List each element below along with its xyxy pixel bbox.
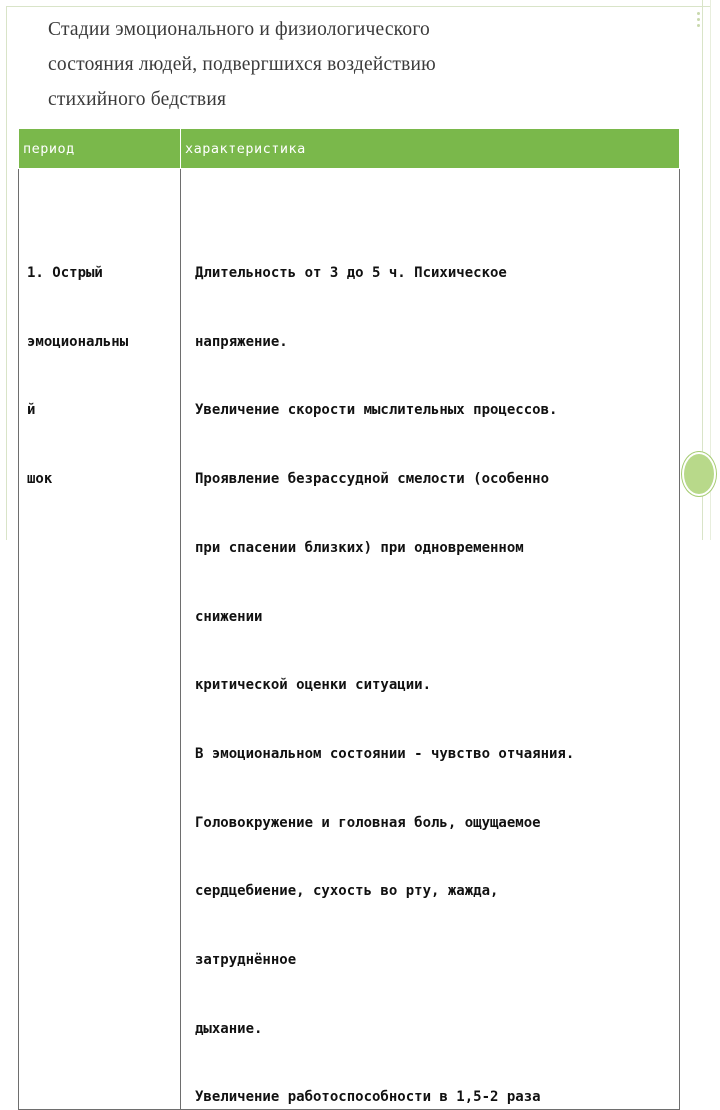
table-header-row — [19, 129, 680, 169]
period-line: эмоциональны — [27, 333, 129, 350]
period-line: й — [27, 402, 36, 419]
slide-title — [48, 12, 688, 117]
characteristic-line: критической оценки ситуации. — [195, 677, 432, 694]
characteristic-line: снижении — [195, 608, 263, 625]
characteristic-line: напряжение. — [195, 333, 288, 350]
table-row — [19, 169, 680, 1110]
characteristic-line: Головокружение и головная боль, ощущаемое — [195, 814, 541, 831]
characteristic-line: затруднённое — [195, 952, 297, 969]
period-cell — [19, 169, 181, 1110]
decorative-dots — [697, 12, 700, 30]
title-line: Стадии эмоционального и физиологического — [48, 19, 430, 40]
characteristic-line: сердцебиение, сухость во рту, жажда, — [195, 883, 499, 900]
characteristic-line: Длительность от 3 до 5 ч. Психическое — [195, 265, 507, 281]
characteristic-line: В эмоциональном состоянии - чувство отчаяния. — [195, 745, 575, 762]
characteristic-text — [181, 169, 679, 1109]
characteristic-line: при спасении близких) при одновременном — [195, 539, 524, 556]
characteristic-line: Увеличение работоспособности в 1,5-2 раза — [195, 1089, 541, 1106]
decorative-circle — [682, 452, 716, 496]
period-text — [19, 169, 180, 491]
frame-line — [6, 6, 7, 540]
period-line: шок — [27, 471, 53, 488]
characteristic-line: Проявление безрассудной смелости (особенно — [195, 471, 550, 488]
title-line: стихийного бедствия — [48, 89, 227, 110]
title-line: состояния людей, подвергшихся воздействию — [48, 54, 436, 75]
characteristic-line: дыхание. — [195, 1020, 263, 1037]
characteristic-cell — [181, 169, 680, 1110]
header-period: период — [19, 129, 181, 169]
characteristic-line: Увеличение скорости мыслительных процессов. — [195, 402, 558, 419]
stages-table — [18, 128, 680, 1106]
header-characteristic: характеристика — [181, 129, 680, 169]
frame-line — [6, 6, 710, 7]
period-line: 1. Острый — [27, 265, 103, 281]
